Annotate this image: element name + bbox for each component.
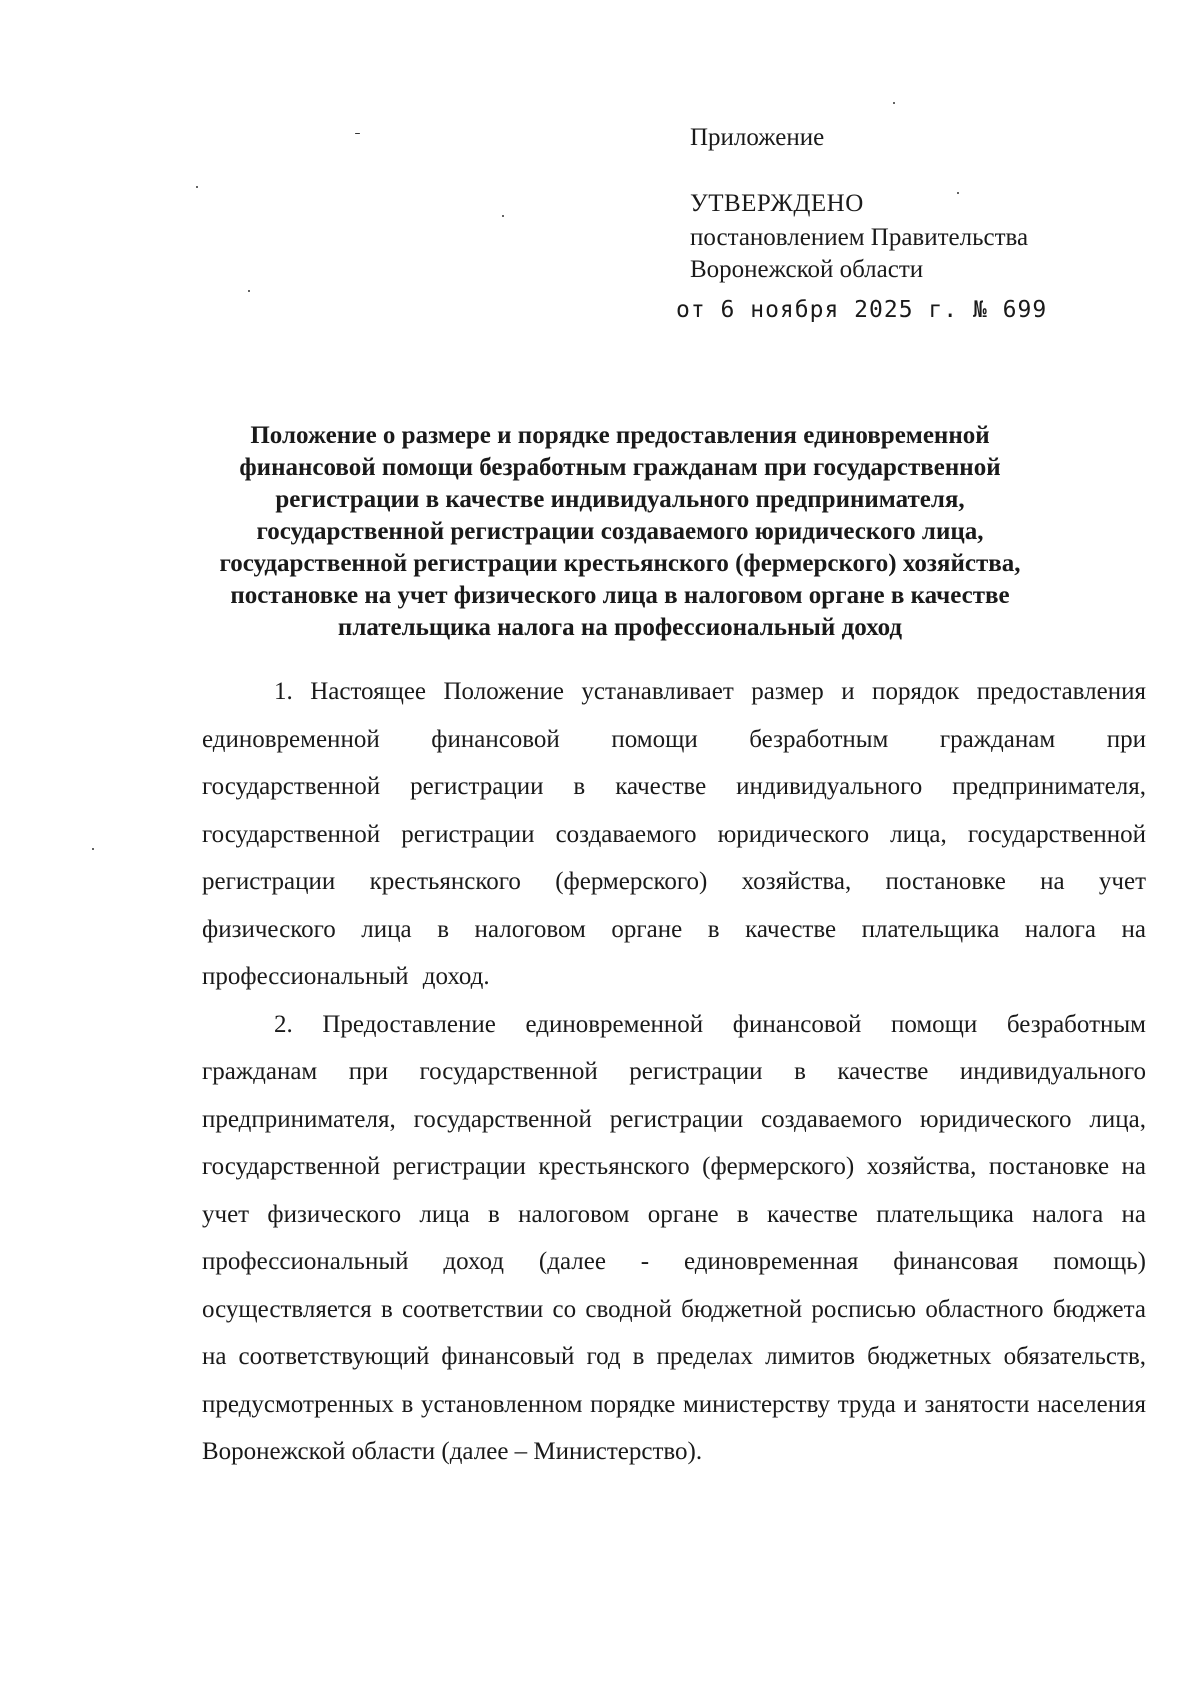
- document-title: Положение о размере и порядке предоставления единовременной финансовой помощи безработным гражданам при государственной регистрации в качестве индивидуального предпринимателя, государственной регистрации создаваемого юридического лица, государственной регистрации крестьянского (фермерского) хозяйства, постановке на учет физического лица в налоговом органе в качестве плательщика налога на профессиональный доход: [219, 422, 1021, 641]
- scan-speck: [502, 215, 504, 217]
- scan-speck: [355, 133, 360, 134]
- paragraph-2: 2. Предоставление единовременной финансовой помощи безработным гражданам при государственной регистрации в качестве индивидуального предпринимателя, государственной регистрации создаваемого юридического лица, государственной регистрации крестьянского (фермерского) хозяйства, постановке на учет физического лица в налоговом органе в качестве плательщика налога на профессиональный доход (далее - единовременная финансовая помощь) осуществляется в соответствии со сводной бюджетной росписью областного бюджета на соответствующий финансовый год в пределах лимитов бюджетных обязательств, предусмотренных в установленном порядке министерству труда и занятости населения Воронежской области (далее – Министерство).: [202, 1010, 1146, 1465]
- approval-region-line: Воронежской области: [690, 256, 924, 283]
- annex-label: Приложение: [690, 124, 825, 151]
- scan-speck: [92, 848, 94, 850]
- document-body: [202, 668, 1146, 1476]
- approval-date-number: от 6 ноября 2025 г. № 699: [676, 297, 1048, 323]
- scan-speck: [957, 192, 959, 194]
- approval-authority-line: постановлением Правительства: [690, 224, 1029, 251]
- scan-speck: [196, 186, 198, 188]
- paragraph-1: 1. Настоящее Положение устанавливает размер и порядок предоставления единовременной финансовой помощи безработным гражданам при государственной регистрации в качестве индивидуального предпринимателя, государственной регистрации создаваемого юридического лица, государственной регистрации крестьянского (фермерского) хозяйства, постановке на учет физического лица в налоговом органе в качестве плательщика налога на профессиональный доход.: [202, 678, 1146, 990]
- scan-speck: [248, 290, 250, 292]
- approved-label: УТВЕРЖДЕНО: [690, 190, 864, 217]
- scan-speck: [893, 102, 895, 104]
- approval-block: [676, 122, 1150, 326]
